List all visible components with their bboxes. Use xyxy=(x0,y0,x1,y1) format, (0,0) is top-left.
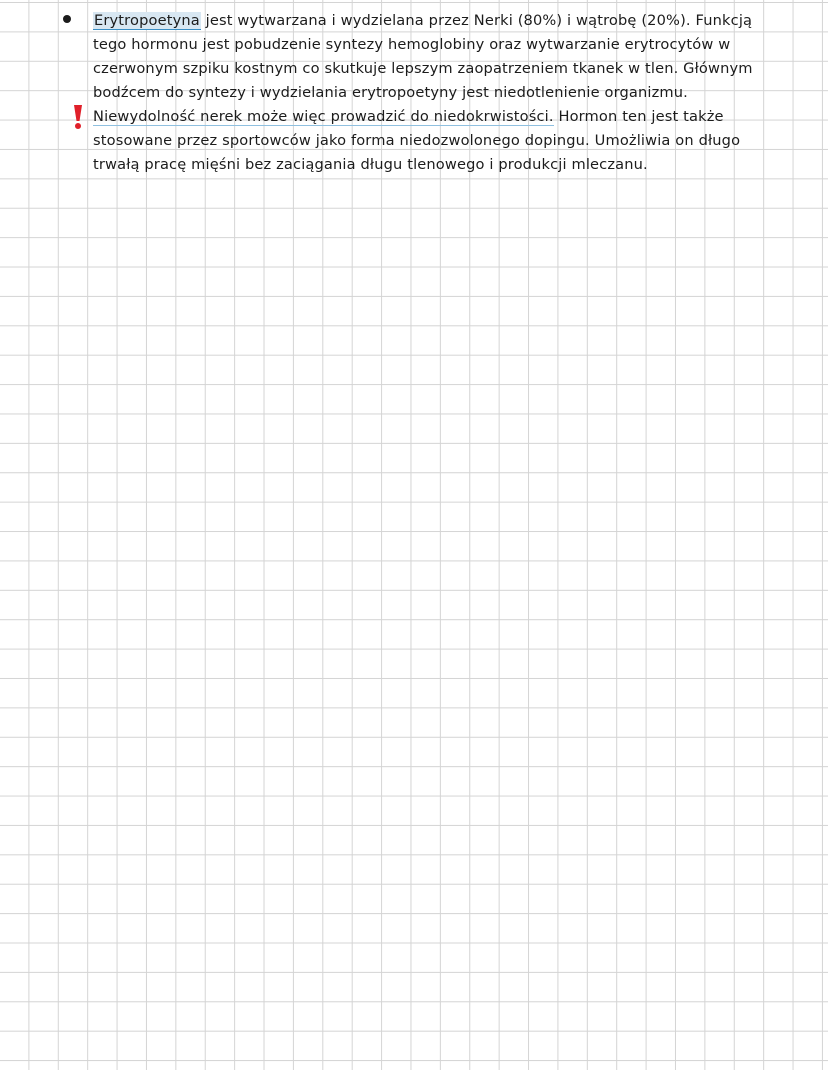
underlined-sentence: Niewydolność nerek może więc prowadzić do niedokrwistości. xyxy=(93,108,554,125)
paragraph1-line1-text: jest wytwarzana i wydzielana przez Nerki (80%) i wątrobę (20%). Funkcją xyxy=(200,12,753,29)
highlighted-term: Erytropoetyna xyxy=(94,12,200,29)
paragraph1-line2: tego hormonu jest pobudzenie syntezy hemoglobiny oraz wytwarzanie erytrocytów w xyxy=(93,36,731,53)
paragraph2-line1 xyxy=(93,107,724,127)
paragraph1-line1 xyxy=(93,11,752,31)
paragraph1-line4: bodźcem do syntezy i wydzielania erytropoetyny jest niedotlenienie organizmu. xyxy=(93,84,688,101)
paragraph1-line3: czerwonym szpiku kostnym co skutkuje lepszym zaopatrzeniem tkanek w tlen. Głównym xyxy=(93,60,753,77)
paragraph2-line2: stosowane przez sportowców jako forma niedozwolonego dopingu. Umożliwia on długo xyxy=(93,132,741,149)
bullet-icon xyxy=(63,15,71,23)
paragraph2-line1-text: Hormon ten jest także xyxy=(553,108,724,125)
exclamation-icon xyxy=(71,104,85,130)
paragraph2-line3: trwałą pracę mięśni bez zaciągania długu tlenowego i produkcji mleczanu. xyxy=(93,156,648,173)
